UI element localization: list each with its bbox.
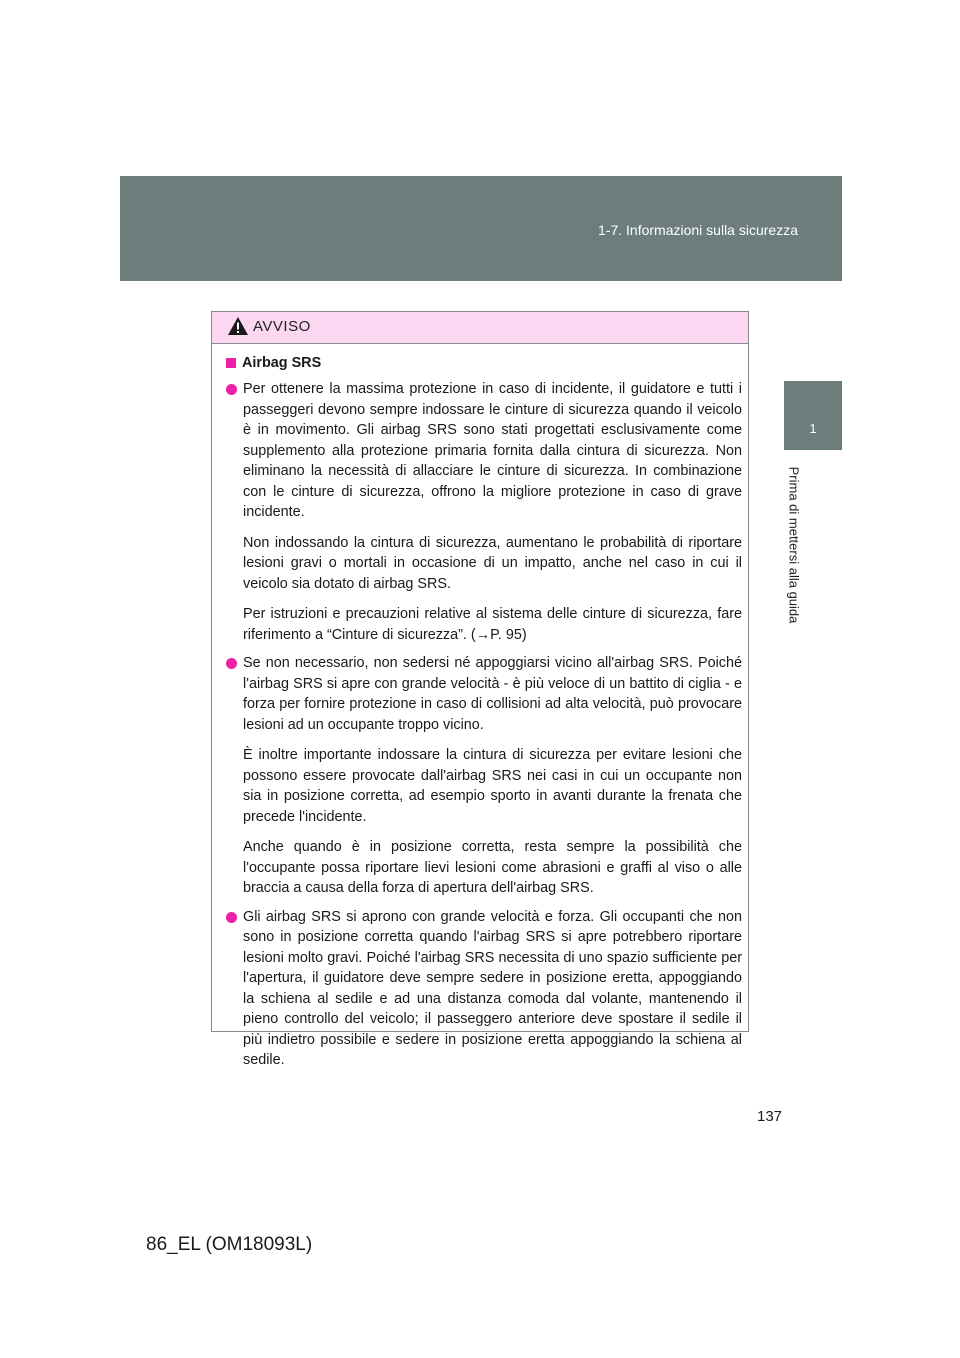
paragraph: Gli airbag SRS si aprono con grande velocità e forza. Gli occupanti che non sono in posizione corretta quando l'airbag SRS si apre potrebbero riportare lesioni molto gravi. Poiché l'airbag SRS necessita di uno spazio sufficiente per l'apertura, il guidatore deve sempre sedere in posizione eretta, appoggiando la schiena al sedile e ad una distanza comoda dal volante, mantenendo il pieno controllo del veicolo; il passeggero anteriore deve spostare il sedile il più indietro possibile e sedere in posizione eretta appoggiando la schiena al sedile. xyxy=(243,908,742,1068)
chapter-tab xyxy=(784,381,842,450)
square-bullet-icon xyxy=(226,358,236,368)
section-heading xyxy=(226,355,742,371)
list-item xyxy=(226,653,742,899)
chapter-side-label xyxy=(784,460,804,630)
list-item xyxy=(226,907,742,1071)
chapter-side-text: Prima di mettersi alla guida xyxy=(786,466,802,624)
round-bullet-icon xyxy=(226,912,237,923)
chapter-number: 1 xyxy=(809,421,817,436)
list-item xyxy=(226,379,742,645)
warning-box xyxy=(211,311,749,1068)
warning-title: AVVISO xyxy=(253,318,311,335)
round-bullet-icon xyxy=(226,384,237,395)
section-title: 1-7. Informazioni sulla sicurezza xyxy=(598,222,798,238)
paragraph: Per ottenere la massima protezione in caso di incidente, il guidatore e tutti i passeggeri devono sempre indossare le cinture di sicurezza quando il veicolo è in movimento. Gli airbag SRS sono stati progettati esclusivamente come supplemento alla protezione primaria fornita dalla cintura di sicurezza. Non eliminano la necessità di allacciare le cinture di sicurezza. In combinazione con le cinture di sicurezza, offrono la migliore protezione in caso di grave incidente. xyxy=(243,381,742,520)
header-band xyxy=(120,176,842,281)
paragraph: Per istruzioni e precauzioni relative al sistema delle cinture di sicurezza, fare riferimento a “Cinture di sicurezza”. (→P. 95) xyxy=(243,606,742,643)
warning-triangle-icon xyxy=(227,316,249,336)
paragraph: Se non necessario, non sedersi né appoggiarsi vicino all'airbag SRS. Poiché l'airbag SRS si apre con grande velocità - è più veloce di un battito di ciglia - e forza per fornire protezione in caso di collisioni ad alta velocità, può provocare lesioni ad un occupante troppo vicino. xyxy=(243,655,742,733)
warning-body xyxy=(212,344,748,1071)
document-code: 86_EL (OM18093L) xyxy=(146,1234,313,1255)
section-heading-text: Airbag SRS xyxy=(242,355,322,371)
warning-header xyxy=(212,312,748,344)
paragraph: Non indossando la cintura di sicurezza, aumentano le probabilità di riportare lesioni gravi o mortali in occasione di un impatto, anche nel caso in cui il veicolo sia dotato di airbag SRS. xyxy=(243,534,742,592)
round-bullet-icon xyxy=(226,658,237,669)
page-number: 137 xyxy=(757,1108,783,1125)
paragraph: È inoltre importante indossare la cintura di sicurezza per evitare lesioni che possono essere provocate dall'airbag SRS nei casi in cui un occupante non sia in posizione corretta, ad esempio sporto in avanti durante la frenata che precede l'incidente. xyxy=(243,747,742,825)
paragraph: Anche quando è in posizione corretta, resta sempre la possibilità che l'occupante possa riportare lievi lesioni come abrasioni e graffi al viso o alle braccia a causa della forza di apertura dell'airbag SRS. xyxy=(243,839,742,896)
